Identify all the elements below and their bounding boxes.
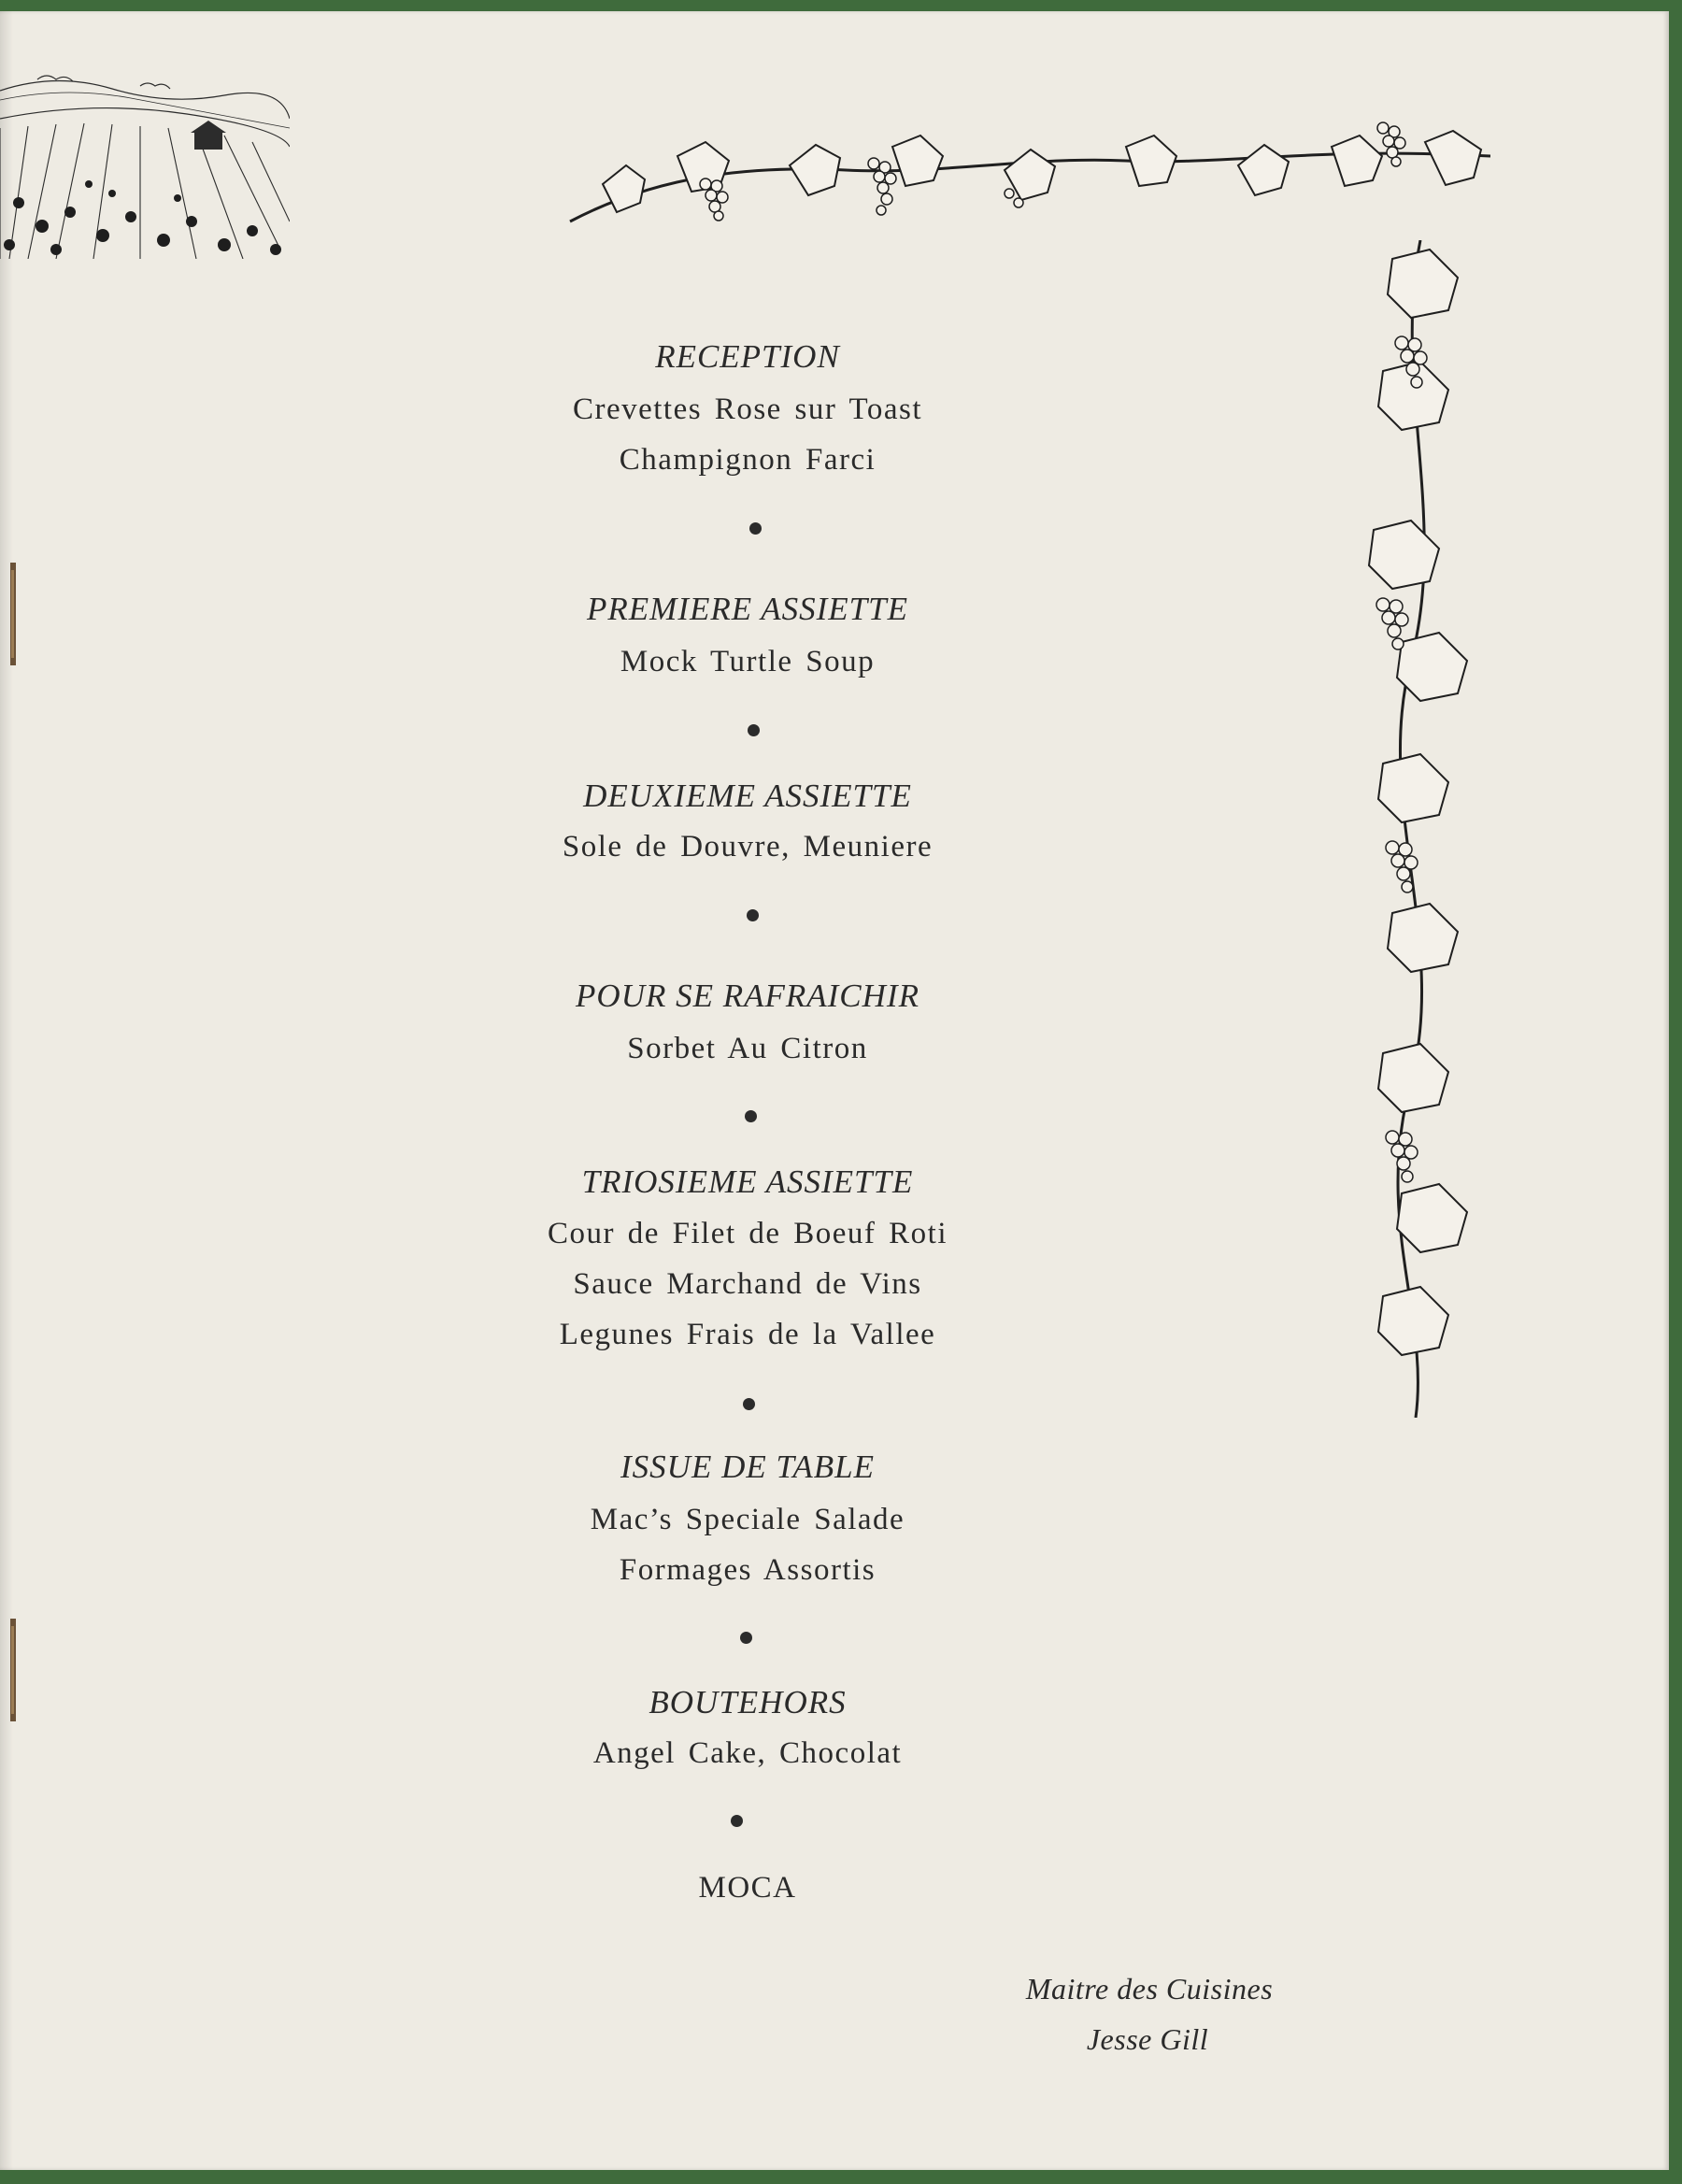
menu-item-moca: MOCA (698, 1871, 797, 1905)
course-heading-premiere: PREMIERE ASSIETTE (587, 591, 908, 627)
menu-item: Mac’s Speciale Salade (590, 1503, 905, 1536)
menu-item: Champignon Farci (619, 443, 877, 477)
course-separator-dot (743, 1398, 755, 1410)
menu-item: Crevettes Rose sur Toast (572, 393, 923, 426)
menu-item: Angel Cake, Chocolat (592, 1736, 903, 1770)
chef-title: Maitre des Cuisines (1025, 1972, 1274, 2006)
course-heading-rafraichir: POUR SE RAFRAICHIR (576, 978, 919, 1014)
course-separator-dot (748, 724, 760, 736)
course-separator-dot (745, 1110, 757, 1122)
course-heading-reception: RECEPTION (655, 338, 840, 375)
course-separator-dot (740, 1632, 752, 1644)
course-separator-dot (747, 909, 759, 921)
menu-item: Mock Turtle Soup (620, 645, 876, 678)
menu-item: Sole de Douvre, Meuniere (562, 830, 934, 864)
menu-item: Sorbet Au Citron (627, 1032, 868, 1065)
course-heading-boutehors: BOUTEHORS (649, 1684, 847, 1720)
course-heading-issue: ISSUE DE TABLE (620, 1449, 875, 1485)
menu-item: Sauce Marchand de Vins (573, 1267, 922, 1301)
menu-item: Cour de Filet de Boeuf Roti (547, 1217, 948, 1250)
course-separator-dot (749, 522, 762, 535)
course-heading-triosieme: TRIOSIEME ASSIETTE (581, 1163, 914, 1200)
course-heading-deuxieme: DEUXIEME ASSIETTE (583, 778, 912, 814)
menu-item: Formages Assortis (619, 1553, 877, 1587)
menu-item: Legunes Frais de la Vallee (559, 1318, 936, 1351)
chef-name: Jesse Gill (1086, 2022, 1209, 2056)
course-separator-dot (731, 1815, 743, 1827)
